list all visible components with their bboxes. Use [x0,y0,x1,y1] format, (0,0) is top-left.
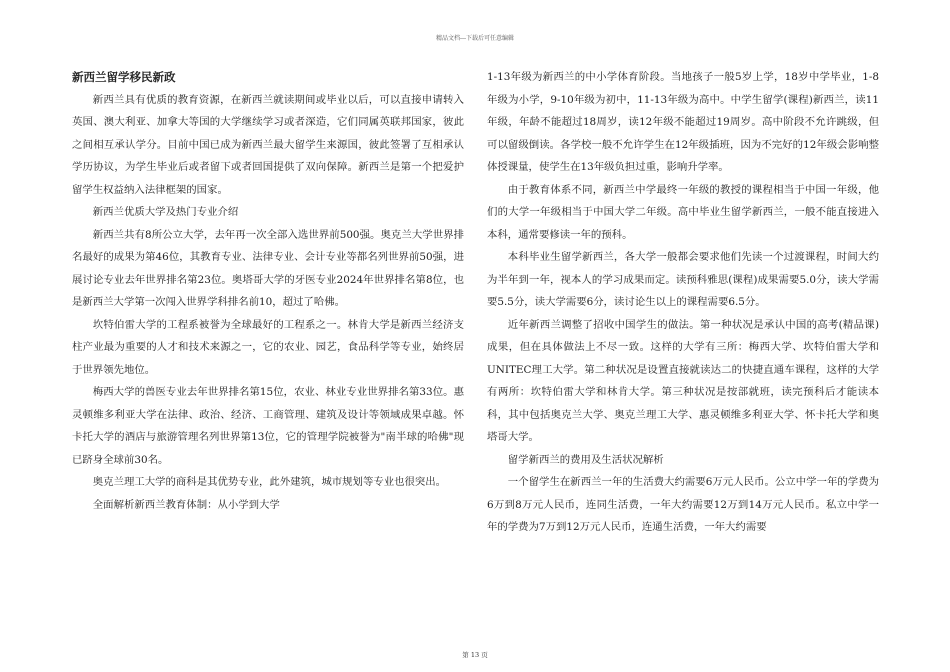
paragraph-foundation: 由于教育体系不同，新西兰中学最终一年级的教授的课程相当于中国一年级，他们的大学一年级相当于中国大学二年级。高中毕业生留学新西兰，一般不能直接进入本科，通常要修读一年的预科。 [487,183,879,241]
paragraph-intro: 新西兰具有优质的教育资源，在新西兰就读期间或毕业以后，可以直接申请转入英国、澳大利亚、加拿大等国的大学继续学习或者深造，它们同属英联邦国家，彼此之间相互承认学分。目前中国已成为新西兰最大留学生来源国，彼此签署了互相承认学历协议，为学生毕业后或者留下或者回国提供了双向保障。新西兰是第一个把爱护留学生权益纳入法律框架的国家。 [72,93,464,196]
paragraph-costs: 一个留学生在新西兰一年的生活费大约需要6万元人民币。公立中学一年的学费为6万到8万元人民币，连同生活费，一年大约需要12万到14万元人民币。私立中学一年的学费为7万到12万元人民币，连通生活费，一年大约需要 [487,476,879,533]
page-number: 第 13 页 [462,651,488,659]
section-heading-education-system: 全面解析新西兰教育体制：从小学到大学 [92,498,280,511]
paragraph-canterbury-lincoln: 坎特伯雷大学的工程系被誉为全球最好的工程系之一。林肯大学是新西兰经济支柱产业最为重要的人才和技术来源之一，它的农业、园艺，食品科学等专业，始终居于世界领先地位。 [72,318,464,376]
paragraph-aut: 奥克兰理工大学的商科是其优势专业，此外建筑，城市规划等专业也很突出。 [92,476,447,488]
paragraph-graduates: 本科毕业生留学新西兰，各大学一般都会要求他们先读一个过渡课程，时间大约为半年到一年，视本人的学习成果而定。读预科雅思(课程)成果需要5.0分，读大学需要5.5分，读大学需要6分，读讨论生以上的课程需要6.5分。 [487,251,879,308]
page-header: 精品文档---下载后可任意编辑 [435,35,515,42]
paragraph-universities: 新西兰共有8所公立大学，去年再一次全部入选世界前500强。奥克兰大学世界排名最好的成果为第46位，其教育专业、法律专业、会计专业等都名列世界前50强，进展讨论专业去年世界排名第23位。奥塔哥大学的牙医专业2024年世界排名第8位，也是新西兰大学第一次闯入世界学科排名前10，超过了哈佛。 [72,228,464,308]
paragraph-school-grades: 1-13年级为新西兰的中小学体育阶段。当地孩子一般5岁上学，18岁中学毕业，1-8年级为小学，9-10年级为初中，11-13年级为高中。中学生留学(课程)新西兰，读11年级，年龄不能超过18周岁，读12年级不能超过19周岁。高中阶段不允许跳级，但可以留级倒读。各学校一般不允许学生在12年级插班，因为不完好的12年级会影响整体授课量，使学生在13年级负担过重，影响升学率。 [487,71,879,173]
paragraph-massey-victoria-waikato: 梅西大学的兽医专业去年世界排名第15位，农业、林业专业世界排名第33位。惠灵顿维多利亚大学在法律、政治、经济、工商管理、建筑及设计等领域成果卓越。怀卡托大学的酒店与旅游管理名列世界第13位，它的管理学院被誉为"南半球的哈佛"现已跻身全球前30名。 [72,386,464,466]
section-heading-universities: 新西兰优质大学及热门专业介绍 [92,206,239,218]
paragraph-admission-policy: 近年新西兰调整了招收中国学生的做法。第一种状况是承认中国的高考(精品课)成果，但在具体做法上不尽一致。这样的大学有三所：梅西大学、坎特伯雷大学和UNITEC理工大学。第二种状况是设置直接就读达二的快捷直通车课程，这样的大学有两所：坎特伯雷大学和林肯大学。第三种状况是按部就班，读完预科后才能读本科，其中包括奥克兰大学、奥克兰理工大学、惠灵顿维多利亚大学、怀卡托大学和奥塔哥大学。 [487,318,879,443]
section-heading-costs: 留学新西兰的费用及生活状况解析 [507,453,664,466]
right-column [487,66,879,539]
left-column [72,66,464,516]
document-title: 新西兰留学移民新政 [72,70,176,84]
